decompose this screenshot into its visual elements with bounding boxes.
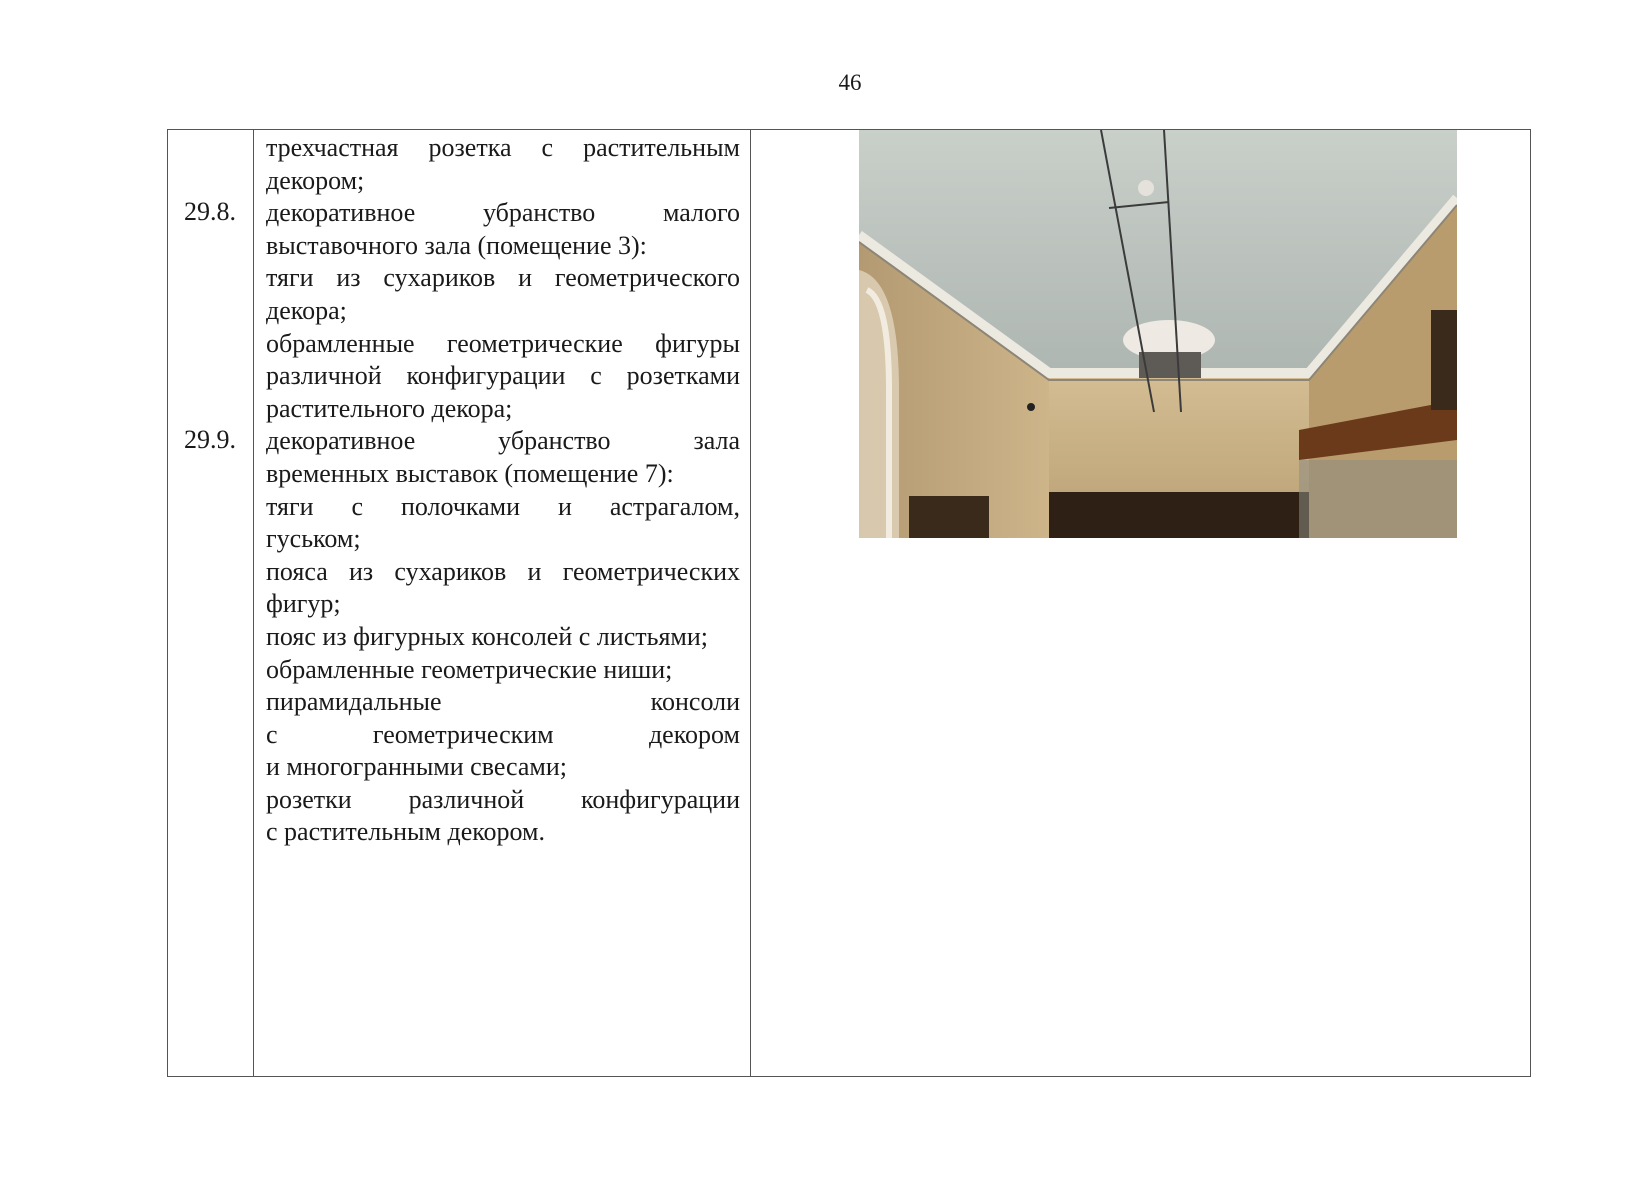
description-column: [254, 130, 751, 1076]
text-line: пояс из фигурных консолей с листьями;: [266, 621, 708, 651]
text-line: розетки различной конфигурации: [266, 784, 740, 814]
text-line: пирамидальные консоли: [266, 687, 740, 717]
text-line: пояса из сухариков и геометрических: [266, 556, 740, 586]
text-line: декором;: [266, 165, 365, 195]
text-line: трехчастная розетка с растительным: [266, 133, 740, 162]
item-number: 29.8.: [184, 197, 236, 226]
page-number: 46: [838, 70, 862, 95]
item-number: 29.9.: [184, 425, 236, 454]
description-text: [266, 132, 740, 849]
text-line: различной конфигурации с розетками: [266, 361, 740, 391]
text-line: выставочного зала (помещение 3):: [266, 230, 647, 260]
number-column: [168, 130, 254, 1076]
text-line: тяги из сухариков и геометрического: [266, 263, 740, 293]
text-line: обрамленные геометрические ниши;: [266, 654, 673, 684]
text-line: и многогранными свесами;: [266, 752, 568, 782]
text-line: гуськом;: [266, 524, 361, 554]
text-line: декоративное убранство малого: [266, 198, 740, 228]
text-line: декоративное убранство зала: [266, 426, 740, 456]
text-line: тяги с полочками и астрагалом,: [266, 491, 740, 521]
text-line: обрамленные геометрические фигуры: [266, 328, 740, 358]
text-line: с растительным декором.: [266, 817, 546, 847]
text-line: декора;: [266, 295, 347, 325]
text-line: фигур;: [266, 589, 341, 619]
document-table: [167, 129, 1531, 1077]
text-line: растительного декора;: [266, 393, 513, 423]
text-line: временных выставок (помещение 7):: [266, 458, 674, 488]
photo-column: [751, 130, 1530, 1076]
text-line: с геометрическим декором: [266, 719, 740, 749]
ceiling-photo: [859, 130, 1457, 538]
